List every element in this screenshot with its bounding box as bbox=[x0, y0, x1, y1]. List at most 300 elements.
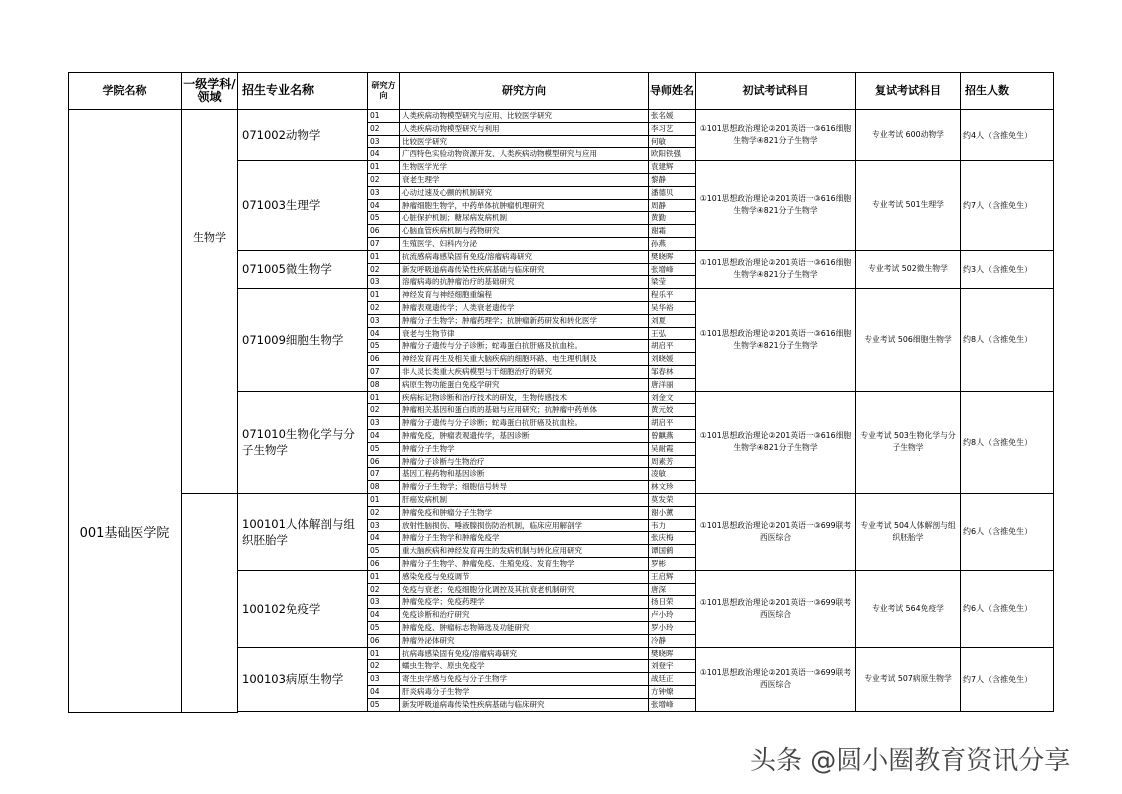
tutor-cell-text: 欧阳铁强 bbox=[651, 149, 681, 159]
direction-code-cell bbox=[368, 468, 400, 481]
direction-cell-text: 广西特色实验动物资源开发、人类疾病动物模型研究与应用 bbox=[402, 149, 597, 159]
major-name-cell bbox=[238, 110, 368, 161]
direction-cell-text: 肿瘤免疫，肿瘤表观遗传学，基因诊断 bbox=[402, 431, 530, 440]
direction-cell-text: 放射性脑损伤、唾液腺损伤防治机制，临床应用解剖学 bbox=[402, 520, 582, 530]
prelim-cell bbox=[696, 392, 856, 494]
direction-code-cell-text: 02 bbox=[370, 507, 380, 517]
prelim-cell-text: ①101思想政治理论②201英语一③616细胞生物学④821分子生物学 bbox=[699, 124, 852, 146]
tutor-cell bbox=[649, 430, 696, 443]
direction-cell bbox=[400, 161, 649, 174]
direction-code-cell-text: 06 bbox=[370, 559, 380, 568]
tutor-cell-text: 邹春林 bbox=[651, 367, 674, 376]
direction-code-cell bbox=[368, 660, 400, 673]
tutor-cell-text: 吴耐霞 bbox=[651, 443, 674, 453]
tutor-cell-text: 莫发荣 bbox=[651, 495, 674, 504]
prelim-cell-text: ①101思想政治理论②201英语一③616细胞生物学④821分子生物学 bbox=[699, 328, 852, 350]
direction-code-cell bbox=[368, 532, 400, 545]
direction-cell bbox=[400, 545, 649, 558]
tutor-cell-text: 谭国鹤 bbox=[651, 546, 674, 556]
quota-cell-text: 约8人（含推免生） bbox=[963, 437, 1033, 447]
direction-code-cell-text: 07 bbox=[370, 239, 380, 248]
direction-cell bbox=[400, 123, 649, 136]
direction-code-cell-text: 05 bbox=[370, 213, 380, 223]
tutor-cell-text: 黎静 bbox=[651, 175, 666, 184]
direction-code-cell-text: 06 bbox=[370, 226, 380, 236]
direction-code-cell-text: 02 bbox=[370, 661, 380, 671]
tutor-cell bbox=[649, 596, 696, 609]
direction-code-cell-text: 05 bbox=[370, 546, 380, 556]
direction-cell bbox=[400, 328, 649, 341]
tutor-cell bbox=[649, 353, 696, 366]
direction-cell-text: 肿瘤分子生物学和肿瘤免疫学 bbox=[402, 533, 500, 543]
direction-cell-text: 新发呼吸道病毒传染性疾病基础与临床研究 bbox=[402, 699, 545, 709]
major-name-cell bbox=[238, 494, 368, 571]
tutor-cell bbox=[649, 251, 696, 264]
quota-cell bbox=[961, 251, 1054, 289]
header-discipline bbox=[182, 72, 238, 110]
direction-code-cell-text: 02 bbox=[370, 584, 380, 594]
direction-cell bbox=[400, 596, 649, 609]
direction-cell-text: 肿瘤相关基因和蛋白质的基础与应用研究；抗肿瘤中药单体 bbox=[402, 405, 597, 415]
tutor-cell-text: 韦力 bbox=[651, 520, 666, 530]
tutor-cell bbox=[649, 174, 696, 187]
retest-cell bbox=[856, 161, 961, 251]
major-name-cell bbox=[238, 251, 368, 289]
direction-cell bbox=[400, 404, 649, 417]
major-name-cell-text: 071010生物化学与分子生物学 bbox=[242, 427, 355, 458]
quota-cell-text: 约4人（含推免生） bbox=[963, 130, 1033, 140]
tutor-cell bbox=[649, 443, 696, 456]
prelim-cell bbox=[696, 648, 856, 712]
retest-cell-text: 专业考试 503生物化学与分子生物学 bbox=[860, 431, 956, 453]
college-text: 001基础医学院 bbox=[79, 525, 170, 541]
tutor-cell bbox=[649, 264, 696, 277]
quota-cell bbox=[961, 161, 1054, 251]
direction-code-cell bbox=[368, 584, 400, 597]
direction-code-cell bbox=[368, 366, 400, 379]
direction-cell bbox=[400, 302, 649, 315]
tutor-cell-text: 方钟燎 bbox=[651, 687, 674, 696]
direction-cell bbox=[400, 200, 649, 213]
direction-cell-text: 衰老生理学 bbox=[402, 175, 440, 184]
direction-code-cell bbox=[368, 520, 400, 533]
direction-code-cell bbox=[368, 392, 400, 405]
direction-code-cell-text: 04 bbox=[370, 610, 380, 620]
tutor-cell bbox=[649, 379, 696, 392]
tutor-cell-text: 扬日荣 bbox=[651, 597, 674, 607]
direction-cell bbox=[400, 673, 649, 686]
direction-cell bbox=[400, 276, 649, 289]
direction-code-cell-text: 06 bbox=[370, 354, 380, 364]
direction-code-cell bbox=[368, 609, 400, 622]
major-name-cell bbox=[238, 648, 368, 712]
direction-cell bbox=[400, 417, 649, 430]
prelim-cell-text: ①101思想政治理论②201英语一③699联考西医综合 bbox=[699, 597, 852, 619]
tutor-cell-text: 孙燕 bbox=[651, 239, 666, 248]
direction-code-cell-text: 02 bbox=[370, 123, 380, 133]
direction-cell bbox=[400, 225, 649, 238]
direction-cell-text: 肝癌发病机制 bbox=[402, 495, 447, 504]
tutor-cell-text: 张名媛 bbox=[651, 111, 674, 120]
direction-code-cell bbox=[368, 545, 400, 558]
tutor-cell-text: 吴华裕 bbox=[651, 303, 674, 312]
tutor-cell bbox=[649, 622, 696, 635]
direction-cell bbox=[400, 532, 649, 545]
direction-cell bbox=[400, 609, 649, 622]
tutor-cell bbox=[649, 545, 696, 558]
direction-code-cell bbox=[368, 161, 400, 174]
retest-cell-text: 专业考试 501生理学 bbox=[872, 200, 944, 210]
header-major bbox=[238, 72, 368, 110]
tutor-cell-text: 周静 bbox=[651, 200, 666, 210]
direction-code-cell-text: 05 bbox=[370, 699, 380, 709]
tutor-cell bbox=[649, 699, 696, 712]
direction-cell bbox=[400, 110, 649, 123]
direction-code-cell-text: 04 bbox=[370, 149, 380, 159]
header-discipline-text: 一级学科/领域 bbox=[183, 76, 236, 104]
header-college bbox=[68, 72, 182, 110]
direction-code-cell-text: 02 bbox=[370, 303, 380, 312]
tutor-cell-text: 樊晓晖 bbox=[651, 648, 674, 658]
tutor-cell-text: 黄勤 bbox=[651, 213, 666, 223]
tutor-cell bbox=[649, 200, 696, 213]
direction-cell bbox=[400, 481, 649, 494]
direction-cell-text: 心脏保护机制；糖尿病发病机制 bbox=[402, 213, 507, 223]
direction-code-cell-text: 01 bbox=[370, 162, 380, 172]
direction-code-cell bbox=[368, 212, 400, 225]
quota-cell bbox=[961, 494, 1054, 571]
direction-code-cell bbox=[368, 456, 400, 469]
tutor-cell bbox=[649, 558, 696, 571]
direction-cell-text: 人类疾病动物模型研究与利用 bbox=[402, 123, 500, 133]
tutor-cell bbox=[649, 110, 696, 123]
direction-code-cell-text: 01 bbox=[370, 571, 380, 581]
direction-code-cell bbox=[368, 686, 400, 699]
quota-cell bbox=[961, 110, 1054, 161]
prelim-cell bbox=[696, 110, 856, 161]
prelim-cell bbox=[696, 161, 856, 251]
tutor-cell-text: 罗小玲 bbox=[651, 623, 674, 632]
direction-cell bbox=[400, 315, 649, 328]
direction-cell bbox=[400, 584, 649, 597]
tutor-cell bbox=[649, 481, 696, 494]
quota-cell-text: 约7人（含推免生） bbox=[963, 674, 1033, 684]
major-name-cell-text: 100101人体解剖与组织胚胎学 bbox=[242, 516, 355, 547]
direction-cell bbox=[400, 443, 649, 456]
tutor-cell bbox=[649, 225, 696, 238]
tutor-cell-text: 刘晓媛 bbox=[651, 354, 674, 364]
direction-code-cell bbox=[368, 596, 400, 609]
tutor-cell-text: 林文珍 bbox=[651, 482, 674, 492]
prelim-cell bbox=[696, 494, 856, 571]
tutor-cell-text: 何敏 bbox=[651, 136, 666, 146]
tutor-cell-text: 胡启平 bbox=[651, 418, 674, 428]
direction-cell bbox=[400, 571, 649, 584]
direction-code-cell bbox=[368, 187, 400, 200]
tutor-cell-text: 程乐平 bbox=[651, 290, 674, 300]
direction-code-cell bbox=[368, 174, 400, 187]
direction-code-cell bbox=[368, 264, 400, 277]
major-name-cell-text: 100103病原生物学 bbox=[242, 672, 344, 687]
direction-code-cell bbox=[368, 379, 400, 392]
direction-code-cell-text: 06 bbox=[370, 635, 380, 645]
tutor-cell bbox=[649, 417, 696, 430]
direction-code-cell-text: 01 bbox=[370, 251, 380, 261]
direction-code-cell bbox=[368, 699, 400, 712]
direction-cell-text: 肿瘤分子生物学；肿瘤药理学；抗肿瘤新药研发和转化医学 bbox=[402, 315, 597, 325]
direction-cell-text: 免疫诊断和治疗研究 bbox=[402, 610, 470, 620]
direction-code-cell-text: 02 bbox=[370, 405, 380, 415]
tutor-cell-text: 王启辉 bbox=[651, 571, 674, 581]
direction-code-cell-text: 05 bbox=[370, 443, 380, 453]
tutor-cell bbox=[649, 660, 696, 673]
tutor-cell bbox=[649, 302, 696, 315]
direction-code-cell-text: 07 bbox=[370, 367, 380, 376]
tutor-cell bbox=[649, 507, 696, 520]
direction-code-cell-text: 07 bbox=[370, 469, 380, 479]
direction-cell-text: 肿瘤细胞生物学，中药单体抗肿瘤机理研究 bbox=[402, 200, 545, 210]
direction-code-cell bbox=[368, 443, 400, 456]
direction-code-cell-text: 08 bbox=[370, 482, 380, 492]
retest-cell bbox=[856, 571, 961, 648]
header-quota bbox=[961, 72, 1054, 110]
direction-code-cell-text: 03 bbox=[370, 418, 380, 428]
tutor-cell bbox=[649, 648, 696, 661]
discipline-text: 生物学 bbox=[193, 230, 226, 244]
direction-cell-text: 肿瘤分子生物学 bbox=[402, 443, 455, 453]
direction-cell bbox=[400, 648, 649, 661]
direction-code-cell bbox=[368, 507, 400, 520]
direction-code-cell bbox=[368, 430, 400, 443]
direction-code-cell-text: 01 bbox=[370, 392, 380, 402]
direction-cell bbox=[400, 340, 649, 353]
direction-code-cell bbox=[368, 289, 400, 302]
tutor-cell-text: 刘登宇 bbox=[651, 661, 674, 671]
direction-code-cell bbox=[368, 110, 400, 123]
direction-code-cell-text: 04 bbox=[370, 200, 380, 210]
direction-cell-text: 人类疾病动物模型研究与应用、比较医学研究 bbox=[402, 111, 552, 120]
direction-code-cell bbox=[368, 238, 400, 251]
major-name-cell bbox=[238, 161, 368, 251]
direction-code-cell-text: 01 bbox=[370, 495, 380, 504]
tutor-cell bbox=[649, 340, 696, 353]
major-name-cell-text: 071002动物学 bbox=[242, 128, 321, 143]
direction-cell-text: 神经发育再生及相关重大脑疾病的细胞环路、电生理机制及 bbox=[402, 354, 597, 364]
direction-code-cell bbox=[368, 123, 400, 136]
tutor-cell-text: 张庆梅 bbox=[651, 533, 674, 543]
tutor-cell-text: 周素芳 bbox=[651, 456, 674, 466]
prelim-cell-text: ①101思想政治理论②201英语一③616细胞生物学④821分子生物学 bbox=[699, 431, 852, 453]
direction-cell-text: 生殖医学、妇科内分泌 bbox=[402, 239, 477, 248]
admissions-table bbox=[68, 72, 1054, 713]
direction-code-cell bbox=[368, 673, 400, 686]
retest-cell bbox=[856, 494, 961, 571]
direction-cell bbox=[400, 212, 649, 225]
tutor-cell-text: 黄元姣 bbox=[651, 405, 674, 415]
tutor-cell-text: 谢小薰 bbox=[651, 507, 674, 517]
direction-cell bbox=[400, 520, 649, 533]
direction-cell-text: 肿瘤分子生物学、肿瘤免疫、生殖免疫、发育生物学 bbox=[402, 559, 575, 568]
direction-code-cell bbox=[368, 353, 400, 366]
direction-cell-text: 心动过速及心颤的机制研究 bbox=[402, 187, 492, 197]
direction-code-cell-text: 03 bbox=[370, 277, 380, 287]
quota-cell bbox=[961, 289, 1054, 391]
direction-code-cell-text: 01 bbox=[370, 290, 380, 300]
tutor-cell bbox=[649, 289, 696, 302]
tutor-cell-text: 罗彬 bbox=[651, 559, 666, 568]
header-quota-text: 招生人数 bbox=[965, 84, 1009, 97]
quota-cell-text: 约8人（含推免生） bbox=[963, 335, 1033, 345]
quota-cell-text: 约6人（含推免生） bbox=[963, 604, 1033, 614]
header-direction-text: 研究方向 bbox=[502, 84, 546, 97]
tutor-cell bbox=[649, 532, 696, 545]
direction-cell bbox=[400, 622, 649, 635]
prelim-cell-text: ①101思想政治理论②201英语一③616细胞生物学④821分子生物学 bbox=[699, 194, 852, 216]
direction-cell bbox=[400, 238, 649, 251]
direction-cell-text: 非人灵长类重大疾病模型与干细胞治疗的研究 bbox=[402, 367, 552, 376]
direction-code-cell-text: 02 bbox=[370, 175, 380, 184]
direction-cell-text: 基因工程药物和基因诊断 bbox=[402, 469, 485, 479]
tutor-cell-text: 袁建辉 bbox=[651, 162, 674, 172]
direction-cell bbox=[400, 174, 649, 187]
tutor-cell bbox=[649, 161, 696, 174]
direction-cell bbox=[400, 686, 649, 699]
tutor-cell bbox=[649, 238, 696, 251]
retest-cell-text: 专业考试 507病原生物学 bbox=[864, 674, 952, 684]
direction-cell bbox=[400, 136, 649, 149]
direction-cell-text: 肿瘤表观遗传学；人类衰老遗传学 bbox=[402, 303, 515, 312]
discipline-cell bbox=[182, 110, 238, 494]
direction-cell bbox=[400, 148, 649, 161]
retest-cell-text: 专业考试 506细胞生物学 bbox=[864, 334, 952, 344]
direction-cell-text: 肿瘤免疫和肿瘤分子生物学 bbox=[402, 507, 492, 517]
direction-code-cell bbox=[368, 417, 400, 430]
direction-cell bbox=[400, 392, 649, 405]
prelim-cell bbox=[696, 289, 856, 391]
direction-code-cell-text: 01 bbox=[370, 648, 380, 658]
header-direction-code bbox=[368, 72, 400, 110]
direction-cell-text: 新发呼吸道病毒传染性疾病基础与临床研究 bbox=[402, 264, 545, 274]
direction-code-cell-text: 02 bbox=[370, 264, 380, 274]
tutor-cell bbox=[649, 315, 696, 328]
header-tutor bbox=[649, 72, 696, 110]
prelim-cell-text: ①101思想政治理论②201英语一③699联考西医综合 bbox=[699, 668, 852, 690]
direction-code-cell bbox=[368, 404, 400, 417]
direction-cell-text: 抗流感病毒感染固有免疫/溶瘤病毒研究 bbox=[402, 251, 533, 261]
prelim-cell bbox=[696, 571, 856, 648]
direction-cell bbox=[400, 507, 649, 520]
direction-cell-text: 比较医学研究 bbox=[402, 136, 447, 146]
header-retest-text: 复试考试科目 bbox=[875, 84, 941, 97]
direction-cell-text: 疾病标记物诊断和治疗技术的研发，生物传感技术 bbox=[402, 392, 567, 402]
tutor-cell-text: 梁莹 bbox=[651, 277, 666, 287]
tutor-cell-text: 战廷正 bbox=[651, 674, 674, 684]
direction-cell bbox=[400, 264, 649, 277]
college-cell bbox=[68, 110, 182, 713]
quota-cell bbox=[961, 571, 1054, 648]
direction-code-cell bbox=[368, 136, 400, 149]
tutor-cell-text: 潘德贝 bbox=[651, 187, 674, 197]
direction-code-cell-text: 08 bbox=[370, 379, 380, 389]
prelim-cell bbox=[696, 251, 856, 289]
direction-cell-text: 肿瘤免疫、肿瘤标志物筛选及功能研究 bbox=[402, 623, 530, 632]
tutor-cell bbox=[649, 328, 696, 341]
direction-cell-text: 重大脑疾病和神经发育再生的发病机制与转化应用研究 bbox=[402, 546, 582, 556]
watermark: 头条 @圆小圈教育资讯分享 bbox=[750, 746, 1071, 776]
direction-code-cell-text: 03 bbox=[370, 315, 380, 325]
direction-code-cell bbox=[368, 302, 400, 315]
direction-cell-text: 神经发育与神经细胞重编程 bbox=[402, 290, 492, 300]
direction-code-cell bbox=[368, 276, 400, 289]
tutor-cell-text: 唐洋丽 bbox=[651, 379, 674, 389]
tutor-cell-text: 卢小玲 bbox=[651, 610, 674, 620]
direction-code-cell bbox=[368, 635, 400, 648]
direction-cell-text: 生物医学光学 bbox=[402, 162, 447, 172]
direction-code-cell-text: 03 bbox=[370, 187, 380, 197]
direction-code-cell bbox=[368, 622, 400, 635]
tutor-cell bbox=[649, 187, 696, 200]
major-name-cell-text: 071003生理学 bbox=[242, 198, 321, 213]
header-major-text: 招生专业名称 bbox=[242, 83, 315, 97]
direction-cell bbox=[400, 251, 649, 264]
tutor-cell bbox=[649, 584, 696, 597]
direction-cell bbox=[400, 660, 649, 673]
direction-cell-text: 肿瘤分子诊断与生物治疗 bbox=[402, 456, 485, 466]
direction-cell bbox=[400, 187, 649, 200]
direction-code-cell bbox=[368, 148, 400, 161]
header-direction-code-text: 研究方向 bbox=[371, 80, 396, 100]
direction-cell-text: 衰老与生物节律 bbox=[402, 328, 455, 338]
direction-cell bbox=[400, 456, 649, 469]
header-retest bbox=[856, 72, 961, 110]
direction-cell-text: 蠕虫生物学、原虫免疫学 bbox=[402, 661, 485, 671]
tutor-cell bbox=[649, 148, 696, 161]
direction-cell-text: 肝炎病毒分子生物学 bbox=[402, 687, 470, 696]
direction-cell-text: 抗病毒感染固有免疫/溶瘤病毒研究 bbox=[402, 648, 518, 658]
direction-cell bbox=[400, 289, 649, 302]
tutor-cell-text: 冷静 bbox=[651, 635, 666, 645]
direction-code-cell bbox=[368, 558, 400, 571]
retest-cell bbox=[856, 251, 961, 289]
tutor-cell-text: 曾麒燕 bbox=[651, 431, 674, 440]
direction-code-cell bbox=[368, 481, 400, 494]
tutor-cell-text: 谢霜 bbox=[651, 226, 666, 236]
direction-cell bbox=[400, 379, 649, 392]
tutor-cell bbox=[649, 123, 696, 136]
tutor-cell-text: 李习艺 bbox=[651, 123, 674, 133]
direction-code-cell bbox=[368, 225, 400, 238]
tutor-cell-text: 刘夏 bbox=[651, 315, 666, 325]
major-name-cell bbox=[238, 392, 368, 494]
direction-cell-text: 肿瘤分子生物学；细胞信号转导 bbox=[402, 482, 507, 492]
retest-cell-text: 专业考试 504人体解剖与组织胚胎学 bbox=[860, 520, 956, 542]
direction-code-cell-text: 03 bbox=[370, 136, 380, 146]
tutor-cell bbox=[649, 686, 696, 699]
direction-code-cell-text: 05 bbox=[370, 623, 380, 632]
tutor-cell bbox=[649, 468, 696, 481]
direction-cell-text: 肿瘤分子遗传与分子诊断；蛇毒蛋白抗肝癌及抗血栓。 bbox=[402, 341, 582, 351]
header-prelim-text: 初试考试科目 bbox=[742, 84, 809, 97]
tutor-cell bbox=[649, 571, 696, 584]
tutor-cell bbox=[649, 404, 696, 417]
direction-code-cell-text: 04 bbox=[370, 687, 380, 696]
quota-cell-text: 约7人（含推免生） bbox=[963, 200, 1033, 210]
direction-cell-text: 肿瘤免疫学；免疫药理学 bbox=[402, 597, 485, 607]
header-direction bbox=[400, 72, 649, 110]
direction-cell bbox=[400, 468, 649, 481]
direction-code-cell bbox=[368, 200, 400, 213]
retest-cell bbox=[856, 110, 961, 161]
